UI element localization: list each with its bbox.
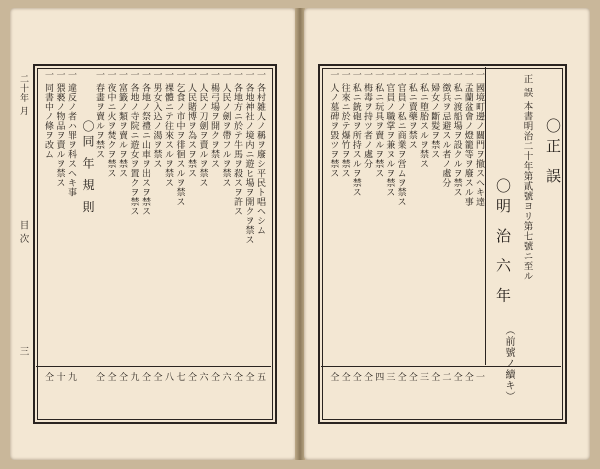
entry-page-ref: 六 — [197, 372, 208, 382]
entry-text: 一 各村雑人ノ稱ヲ廢シ平民ト唱ヘシム — [255, 70, 265, 235]
entry-page-ref: 仝 — [339, 372, 350, 382]
entry-text: 一 國境町邊ノ關門ヲ撤スヘキ達 — [474, 70, 484, 207]
entry-text: 一 男女入込ノ湯ヲ禁ス — [151, 70, 162, 169]
entry-text: 一 夜中ニ火ヲ焚クヲ禁ス — [105, 70, 116, 178]
entry-text: 一 私ニ銃砲ヲ所持スルヲ禁ス — [350, 70, 361, 197]
entry-page-ref: 二 — [440, 372, 451, 382]
entry-page-ref: 仝 — [451, 372, 462, 382]
errata-heading: 〇正 誤 — [544, 118, 562, 188]
right-column-divider — [485, 67, 486, 365]
section-title: 〇同 年 規 則 — [81, 120, 95, 216]
entry-page-ref: 仝 — [140, 372, 150, 382]
entry-text: 一 裸體ニテ往來スルヲ禁ス — [163, 70, 173, 188]
left-margin-title: 目 次 — [17, 220, 29, 244]
entry-text: 一 孟蘭盆會ノ燈籠等ヲ廢スル事 — [462, 70, 473, 207]
entry-page-ref: 仝 — [117, 372, 127, 382]
entry-text: 一 人ノ墓碑ヲ毀ツヲ禁ス — [328, 70, 339, 178]
entry-page-ref: 仝 — [243, 372, 254, 382]
entry-page-ref: 仝 — [328, 372, 339, 382]
entry-text: 一 人民ノ劍ヲ帶フルヲ禁ス — [220, 70, 231, 188]
entry-text: 一 私ニ渡船場ヲ設クルヲ禁ス — [451, 70, 462, 197]
entry-text: 一 各地方ニ於テ牛馬ヲ殺スヲ許ス — [232, 70, 242, 216]
entry-page-ref: 四 — [373, 372, 384, 382]
entry-text: 一 人民賭博ヲ為スヲ禁ス — [186, 70, 196, 178]
year-title: 〇明 治 六 年 — [494, 178, 512, 308]
entry-page-ref: 仝 — [105, 372, 116, 382]
entry-text: 一 人民ノ刀劍ヲ賣ルヲ禁ス — [197, 70, 208, 188]
entry-page-ref: 仝 — [406, 372, 417, 382]
entry-text: 一 徴兵ヲ忌避スル者ノ處分 — [440, 70, 451, 188]
entry-text: 一 婦女ノ斷髪ヲ禁ス — [429, 70, 440, 159]
entry-page-ref: 仝 — [94, 372, 104, 382]
entry-text: 一 同書中ノ條ヲ改ム — [43, 70, 53, 159]
entry-page-ref: 八 — [163, 372, 173, 382]
entry-page-ref: 六 — [220, 372, 231, 382]
entry-text: 一 違反ノ者ハ罪ヲ科スヘキ事 — [66, 70, 76, 197]
continued-note: （前號ノ續キ） — [503, 325, 514, 402]
entry-page-ref: 仝 — [43, 372, 53, 382]
entry-text: 一 私ニ堕胎スルヲ禁ス — [418, 70, 428, 169]
entry-page-ref: 一 — [474, 372, 484, 382]
entry-text: 一 官員ノ私ニ商業ヲ営ムヲ禁ス — [395, 70, 406, 207]
entry-text: 一 各地ノ祭禮ニ山車ヲ出スヲ禁ス — [140, 70, 150, 216]
entry-page-ref: 五 — [255, 372, 265, 382]
entry-page-ref: 九 — [66, 372, 76, 382]
left-page-number: 三 — [17, 346, 29, 356]
entry-text: 一 官員ノ職掌ヲ兼ヌルヲ禁ス — [384, 70, 395, 197]
entry-text: 一 春畫ヲ賣ルヲ禁ス — [94, 70, 104, 159]
entry-page-ref: 仝 — [186, 372, 196, 382]
entry-text: 一 梅毒ヲ持ツ者ノ處分 — [362, 70, 372, 169]
entry-text: 一 乞食ノ市中ヲ徘徊スルヲ禁ス — [174, 70, 185, 207]
entry-text: 一 各地神社ノ境内ニ遊ヒ場ヲ開クヲ禁ス — [243, 70, 254, 245]
entry-page-ref: 仝 — [350, 372, 361, 382]
entry-text: 一 各地ノ寺院ニ遊女ヲ置クヲ禁ス — [128, 70, 139, 216]
entry-page-ref: 七 — [174, 372, 185, 382]
errata-line: 正 誤 本書明治二十年第貳號ヨリ第七號ニ至ル — [521, 74, 533, 282]
entry-page-ref: 十 — [54, 372, 65, 382]
entry-page-ref: 仝 — [209, 372, 219, 382]
entry-text: 一 往來ニ於テ爆竹ヲ禁ス — [339, 70, 350, 178]
entry-page-ref: 九 — [128, 372, 139, 382]
entry-page-ref: 三 — [384, 372, 395, 382]
entry-page-ref: 三 — [418, 372, 428, 382]
left-margin-date: 二十年 月 — [18, 74, 28, 116]
entry-page-ref: 仝 — [362, 372, 372, 382]
entry-page-ref: 仝 — [232, 372, 242, 382]
entry-page-ref: 仝 — [462, 372, 473, 382]
left-ref-rule — [36, 366, 271, 367]
right-ref-rule — [321, 366, 561, 367]
entry-text: 一 私ニ賣藥ヲ禁ス — [406, 70, 417, 150]
entry-page-ref: 仝 — [429, 372, 440, 382]
entry-text: 一 富籤ノ類ヲ賣ルヲ禁ス — [117, 70, 127, 178]
entry-text: 一 猥褻ノ物品ヲ賣ルヲ禁ス — [54, 70, 65, 188]
entry-text: 一 私ニ玩具ヲ賣ルヲ禁ス — [373, 70, 384, 178]
entry-page-ref: 仝 — [395, 372, 406, 382]
entry-page-ref: 仝 — [151, 372, 162, 382]
entry-text: 一 楊弓場ヲ開クヲ禁ス — [209, 70, 219, 169]
